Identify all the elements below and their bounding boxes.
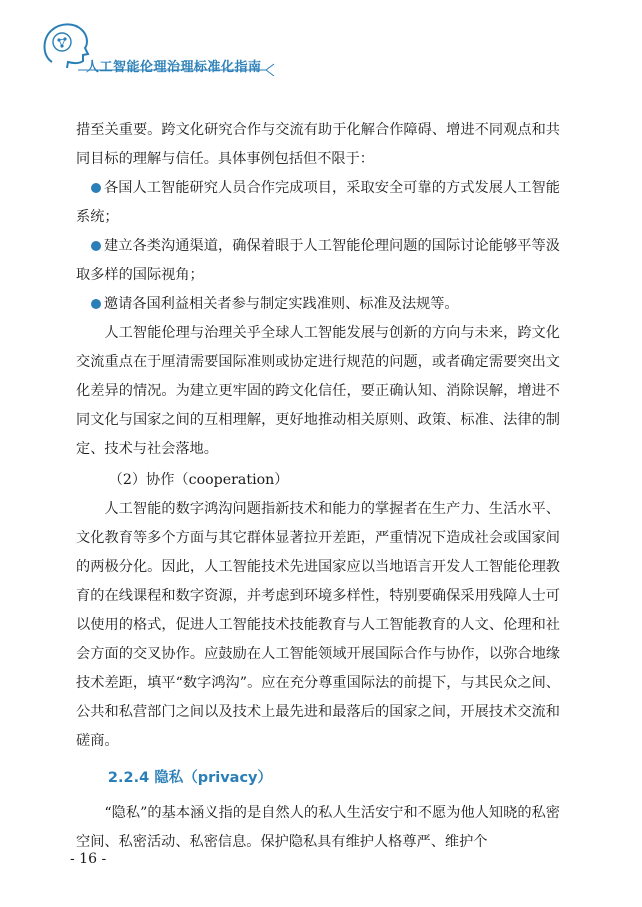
paragraph: 人工智能的数字鸿沟问题指新技术和能力的掌握者在生产力、生活水平、文化教育等多个方面与其它群体显著拉开差距，严重情况下造成社会或国家间的两极分化。因此，人工智能技术先进国家应以当地语言开发人工智能伦理教育的在线课程和数字资源，并考虑到环境多样性，特别要确保采用残障人士可以使用的格式，促进人工智能技术技能教育与人工智能教育的人文、伦理和社会方面的交叉协作。应鼓励在人工智能领域开展国际合作与协作，以弥合地缘技术差距，填平“数字鸿沟”。应在充分尊重国际法的前提下，与其民众之间、公共和私营部门之间以及技术上最先进和最落后的国家之间，开展技术交流和磋商。 (76, 501, 560, 749)
bullet-item (76, 232, 560, 290)
bullet-dot-icon (91, 183, 101, 193)
subsection-heading: （2）协作（cooperation） (108, 472, 289, 488)
page-number: - 16 - (70, 851, 107, 867)
bullet-text: 邀请各国利益相关者参与制定实践准则、标准及法规等。 (103, 296, 459, 312)
bullet-text: 建立各类沟通渠道，确保着眼于人工智能伦理问题的国际讨论能够平等汲取多样的国际视角； (76, 238, 560, 283)
bullet-text: 各国人工智能研究人员合作完成项目，采取安全可靠的方式发展人工智能系统； (76, 180, 560, 225)
header-title: 人工智能伦理治理标准化指南 (86, 60, 262, 75)
paragraph: “隐私”的基本涵义指的是自然人的私人生活安宁和不愿为他人知晓的私密空间、私密活动、私密信息。保护隐私具有维护人格尊严、维护个 (76, 805, 560, 850)
running-header (38, 18, 288, 76)
page-body (76, 116, 560, 857)
paragraph: 人工智能伦理与治理关乎全球人工智能发展与创新的方向与未来，跨文化交流重点在于厘清需要国际准则或协定进行规范的问题，或者确定需要突出文化差异的情况。为建立更牢固的跨文化信任，要正确认知、消除误解，增进不同文化与国家之间的互相理解，更好地推动相关原则、政策、标准、法律的制定、技术与社会落地。 (76, 325, 560, 457)
bullet-item (76, 290, 560, 319)
section-heading: 2.2.4 隐私（privacy） (107, 770, 273, 786)
bullet-dot-icon (91, 299, 101, 309)
bullet-dot-icon (91, 241, 101, 251)
bullet-item (76, 174, 560, 232)
paragraph: 措至关重要。跨文化研究合作与交流有助于化解合作障碍、增进不同观点和共同目标的理解与信任。具体事例包括但不限于： (76, 122, 560, 167)
